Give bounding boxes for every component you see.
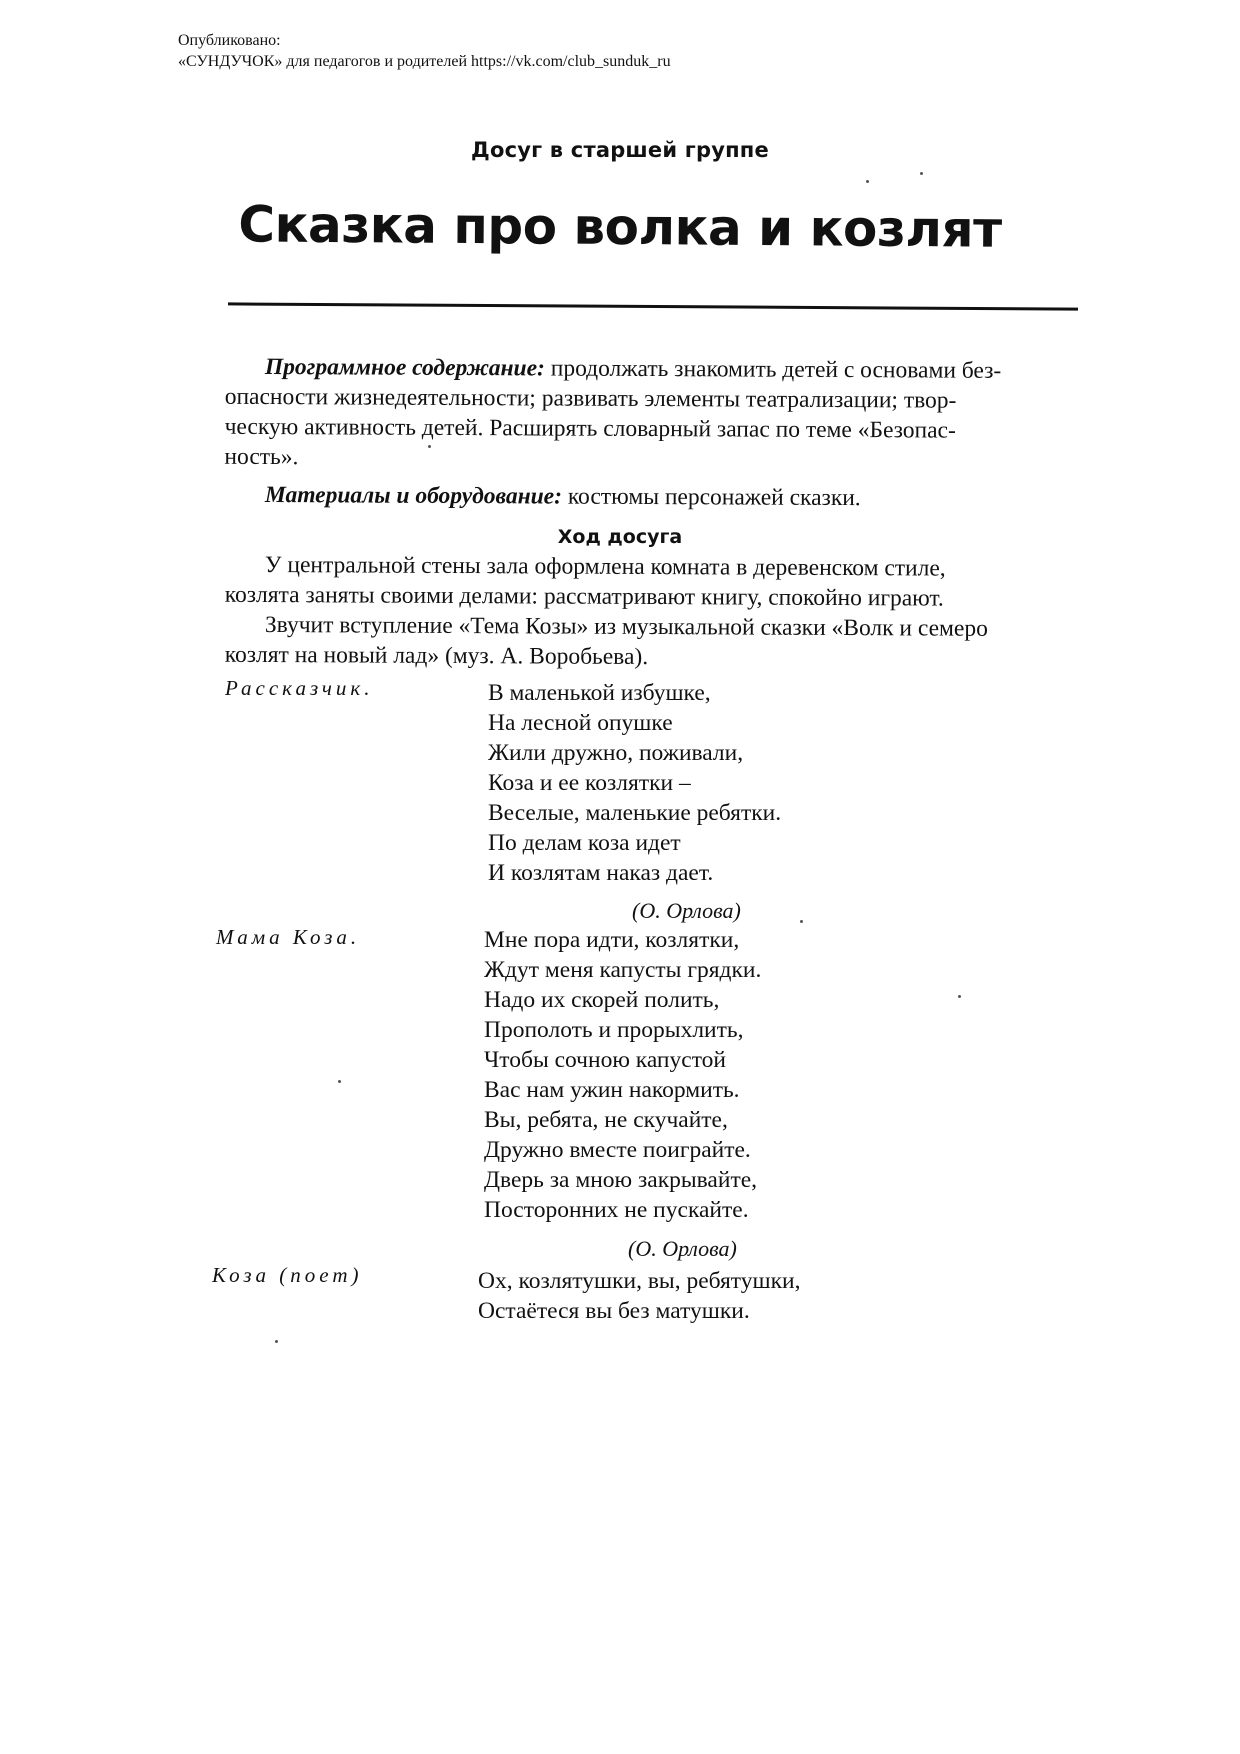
- program-line-3: ческую активность детей. Расширять словарный запас по теме «Безопас-: [224, 413, 956, 444]
- verse-line: Дружно вместе поиграйте.: [484, 1137, 751, 1163]
- scan-speck: [866, 180, 869, 183]
- verse-line: Чтобы сочною капустой: [484, 1047, 726, 1073]
- page-subtitle: Досуг в старшей группе: [471, 138, 769, 162]
- verse-line: Ждут меня капусты грядки.: [484, 957, 762, 983]
- program-line-1: продолжать знакомить детей с основами без-: [550, 355, 1002, 384]
- scan-speck: [338, 1080, 341, 1083]
- intro-p2-line-1: Звучит вступление «Тема Козы» из музыкальной сказки «Волк и семеро: [264, 612, 988, 642]
- materials-lead: Материалы и оборудование:: [264, 481, 563, 510]
- verse-line: Прополоть и прорыхлить,: [484, 1017, 744, 1043]
- intro-p1-line-2: козлята заняты своими делами: рассматривают книгу, спокойно играют.: [224, 581, 944, 612]
- scan-speck: [920, 172, 923, 175]
- section-title: Ход досуга: [557, 526, 683, 548]
- scan-speck: [275, 1340, 278, 1343]
- published-label: Опубликовано:: [178, 32, 281, 49]
- verse-line: Мне пора идти, козлятки,: [484, 927, 740, 953]
- intro-paragraph-2: [224, 610, 1080, 674]
- scan-speck: [428, 445, 431, 448]
- verse-line: И козлятам наказ дает.: [488, 860, 714, 886]
- verse-line: Вы, ребята, не скучайте,: [484, 1107, 728, 1133]
- intro-p1-line-1: У центральной стены зала оформлена комната в деревенском стиле,: [264, 552, 946, 582]
- verse-line: Веселые, маленькие ребятки.: [488, 800, 782, 826]
- speaker-mother-goat: Мама Коза.: [216, 925, 361, 949]
- verse-line: По делам коза идет: [488, 830, 681, 856]
- verse-line: Надо их скорей полить,: [484, 987, 720, 1013]
- verse-mother-goat: [484, 925, 761, 1225]
- verse-line: Коза и ее козлятки –: [488, 770, 691, 796]
- verse-line: В маленькой избушке,: [488, 680, 711, 706]
- materials-text: костюмы персонажей сказки.: [567, 483, 861, 512]
- verse-line: Ох, козлятушки, вы, ребятушки,: [478, 1268, 801, 1294]
- verse-line: На лесной опушке: [488, 710, 673, 736]
- program-lead: Программное содержание:: [264, 353, 545, 382]
- intro-p2-line-2: козлят на новый лад» (муз. А. Воробьева).: [224, 641, 649, 671]
- materials-paragraph: [265, 480, 1080, 514]
- speaker-goat-sings: Коза (поет): [212, 1263, 363, 1287]
- scan-speck: [958, 995, 961, 998]
- scan-speck: [800, 920, 803, 923]
- page-title: Сказка про волка и козлят: [238, 195, 1002, 259]
- program-paragraph: [224, 352, 1080, 476]
- title-divider: [228, 302, 1078, 310]
- verse-goat-sings: [478, 1266, 800, 1326]
- verse-line: Дверь за мною закрывайте,: [484, 1167, 758, 1193]
- intro-paragraph-1: [224, 550, 1080, 614]
- program-line-4: ность».: [224, 443, 299, 471]
- program-line-2: опасности жизнедеятельности; развивать элементы театрализации; твор-: [224, 383, 957, 414]
- author-credit: (О. Орлова): [628, 1236, 737, 1261]
- verse-line: Остаётеся вы без матушки.: [478, 1298, 750, 1324]
- publisher-line: «СУНДУЧОК» для педагогов и родителей https://vk.com/club_sunduk_ru: [178, 53, 671, 70]
- author-credit: (О. Орлова): [632, 898, 741, 923]
- verse-line: Вас нам ужин накормить.: [484, 1077, 740, 1103]
- publication-header: [178, 30, 671, 72]
- speaker-narrator: Рассказчик.: [225, 676, 374, 700]
- verse-line: Посторонних не пускайте.: [484, 1197, 749, 1223]
- verse-narrator: [488, 678, 781, 888]
- verse-line: Жили дружно, поживали,: [488, 740, 744, 766]
